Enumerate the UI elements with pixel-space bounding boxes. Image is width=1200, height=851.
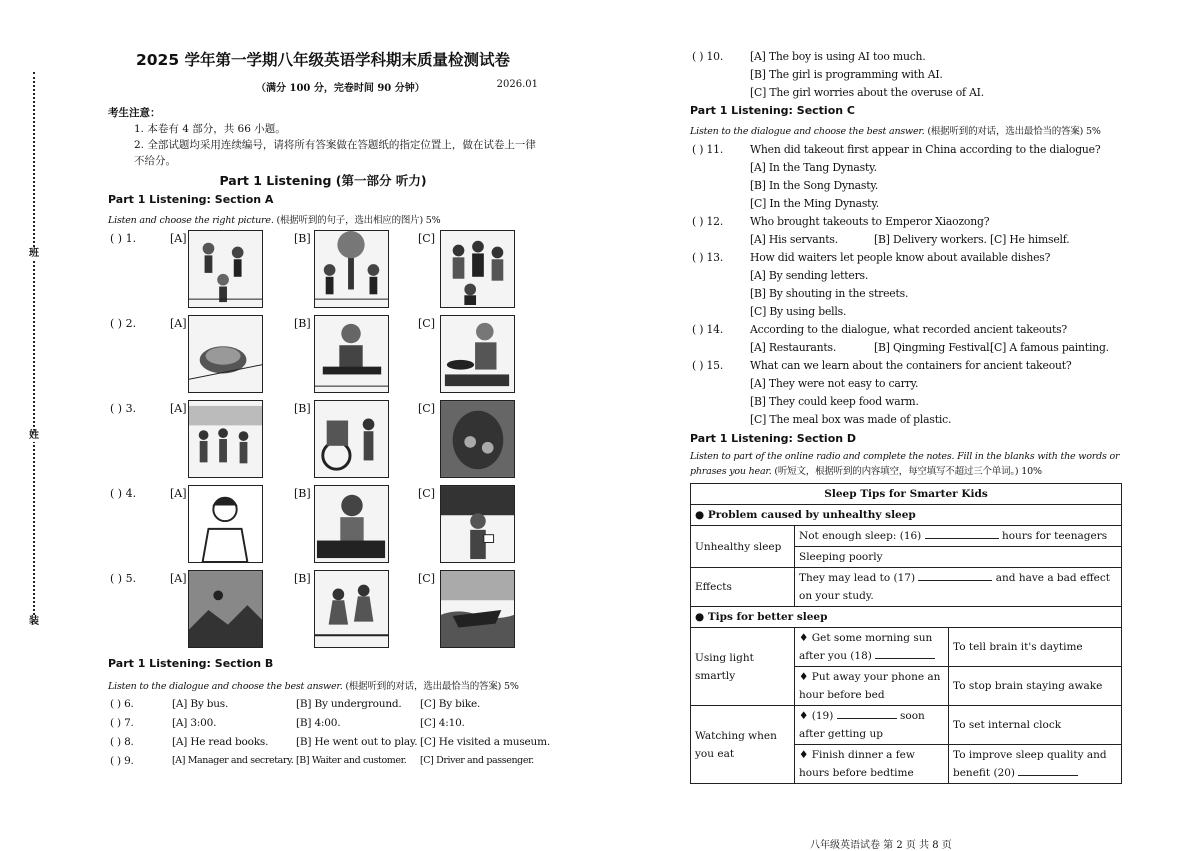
picture-rickshaw[interactable] [314,400,389,478]
mc-question [108,755,538,774]
choice-c[interactable]: [C] He visited a museum. [420,736,550,748]
option-label: [B] [294,402,311,415]
choice-c[interactable]: [C] By bike. [420,698,481,710]
choice-a[interactable]: [A] He read books. [172,736,269,748]
choice-c[interactable]: [C] The girl worries about the overuse of AI. [750,86,984,99]
row-label-light: Using light smartly [691,628,795,706]
picture-teacher[interactable] [440,485,515,563]
blank-18[interactable] [875,648,935,659]
choice-b[interactable]: [B] He went out to play. [296,736,418,748]
instruction-en: Listen to part of the online radio and complete the notes. Fill in the blanks with the words or phrases you hear. [690,451,1120,477]
mc-question-13 [690,249,1130,321]
question-number: ( ) 2. [110,317,137,330]
question-number: ( ) 6. [110,698,134,710]
section-b-instruction [108,678,538,692]
question-number: ( ) 9. [110,755,134,767]
choice-c[interactable]: [C] In the Ming Dynasty. [750,197,880,210]
option-label: [A] [170,232,187,245]
exam-subtitle-row [108,79,538,97]
mc-question [108,717,538,736]
light-purpose-2: To stop brain staying awake [949,667,1122,706]
option-label: [B] [294,487,311,500]
option-label: [A] [170,487,187,500]
sleeping-poorly-cell: Sleeping poorly [795,547,1122,568]
cell-text: Not enough sleep: (16) [799,530,922,542]
exam-title: 2025 学年第一学期八年级英语学科期末质量检测试卷 [135,51,511,69]
binding-mark-class: 班 [29,248,39,259]
option-label: [B] [294,232,311,245]
left-page [108,44,550,774]
option-label: [C] [418,232,435,245]
binding-mark-seal: 装 [29,616,39,627]
exam-notes [108,105,538,169]
choice-b[interactable]: [B] They could keep food warm. [750,395,919,408]
question-number: ( ) 11. [692,143,724,156]
instruction-en: Listen to the dialogue and choose the best answer. [690,126,925,137]
instruction-cn: (根据听到的句子，选出相应的图片) 5% [276,215,441,226]
light-tip-2: ♦ Put away your phone an hour before bed [795,667,949,706]
row-label-watch: Watching when you eat [691,706,795,784]
question-text: Who brought takeouts to Emperor Xiaozong? [750,215,990,228]
exam-date: 2026.01 [496,79,538,90]
picture-mechanic[interactable] [314,485,389,563]
choice-c[interactable]: [C] A famous painting. [990,341,1109,354]
choice-a[interactable]: [A] By bus. [172,698,229,710]
blank-17[interactable] [918,570,992,581]
picture-robot-waiter[interactable] [314,315,389,393]
option-label: [B] [294,572,311,585]
question-text: How did waiters let people know about available dishes? [750,251,1051,264]
choice-c[interactable]: [C] The meal box was made of plastic. [750,413,952,426]
mc-question-12 [690,213,1130,249]
option-label: [C] [418,402,435,415]
choice-row [750,231,1130,249]
cell-text: ♦ (19) [799,710,834,722]
choice-b[interactable]: [B] In the Song Dynasty. [750,179,879,192]
page-footer: 八年级英语试卷 第 2 页 共 8 页 [810,840,952,851]
picture-rubble[interactable] [188,570,263,648]
question-number: ( ) 5. [110,572,137,585]
choice-b[interactable]: [B] Delivery workers. [874,233,987,246]
right-page [690,48,1130,784]
choice-a[interactable]: [A] Manager and secretary. [172,755,294,766]
choice-a[interactable]: [A] Restaurants. [750,341,837,354]
instruction-en: Listen to the dialogue and choose the best answer. [108,681,343,692]
option-label: [B] [294,317,311,330]
choice-a[interactable]: [A] 3:00. [172,717,217,729]
blank-19[interactable] [837,708,897,719]
notes-heading: 考生注意： [108,107,161,119]
choice-a[interactable]: [A] They were not easy to carry. [750,377,919,390]
part1-title: Part 1 Listening (第一部分 听力) [219,173,427,188]
choice-c[interactable]: [C] He himself. [990,233,1070,246]
option-label: [A] [170,572,187,585]
choice-a[interactable]: [A] In the Tang Dynasty. [750,161,877,174]
section-b-questions [108,698,550,774]
mc-question-11 [690,141,1130,213]
light-purpose-1: To tell brain it's daytime [949,628,1122,667]
choice-b[interactable]: [B] Waiter and customer. [296,755,407,766]
mc-question-14 [690,321,1130,357]
option-label: [C] [418,487,435,500]
question-number: ( ) 1. [110,232,137,245]
note-item: 1. 本卷有 4 部分，共 66 小题。 [134,123,286,135]
picture-question [108,485,538,570]
picture-kids-playing[interactable] [188,230,263,308]
picture-miners[interactable] [440,400,515,478]
instruction-cn: (听短文，根据听到的内容填空，每空填写不超过三个单词。) 10% [774,466,1042,477]
question-number: ( ) 15. [692,359,724,372]
question-number: ( ) 7. [110,717,134,729]
option-label: [C] [418,317,435,330]
mc-question-10 [690,48,1130,102]
instruction-cn: (根据听到的对话，选出最恰当的答案) 5% [927,126,1101,137]
cell-text: To improve sleep quality and benefit (20) [953,749,1107,779]
picture-tree-planting[interactable] [314,230,389,308]
choice-b[interactable]: [B] The girl is programming with AI. [750,68,943,81]
choice-b[interactable]: [B] Qingming Festival. [874,341,993,354]
table-title: Sleep Tips for Smarter Kids [691,484,1122,505]
blank-20[interactable] [1018,765,1078,776]
effects-cell [795,568,1122,607]
question-number: ( ) 8. [110,736,134,748]
cell-text: hours for teenagers [1001,530,1108,542]
picture-boat-flood[interactable] [440,570,515,648]
section-c-title: Part 1 Listening: Section C [690,104,855,117]
question-number: ( ) 3. [110,402,137,415]
section-a-title: Part 1 Listening: Section A [108,193,274,206]
option-label: [A] [170,317,187,330]
light-tip-1 [795,628,949,667]
section-a-instruction [108,212,538,226]
question-text: According to the dialogue, what recorded ancient takeouts? [750,323,1068,336]
choice-b[interactable]: [B] By shouting in the streets. [750,287,909,300]
choice-c[interactable]: [C] By using bells. [750,305,847,318]
watch-purpose-2 [949,745,1122,784]
note-item: 2. 全部试题均采用连续编号，请将所有答案做在答题纸的指定位置上，做在试卷上一律不给分。 [134,139,536,167]
picture-question-list [108,230,538,655]
picture-question [108,400,538,485]
picture-group-dancing[interactable] [440,230,515,308]
watch-tip-1 [795,706,949,745]
blank-16[interactable] [925,528,999,539]
section-d-title: Part 1 Listening: Section D [690,432,857,445]
section-b-title: Part 1 Listening: Section B [108,657,274,670]
choice-c[interactable]: [C] Driver and passenger. [420,755,534,766]
cell-text: and have a bad effect on your study. [799,572,1110,602]
question-text: What can we learn about the containers for ancient takeout? [750,359,1072,372]
picture-robot-vacuum[interactable] [188,315,263,393]
instruction-cn: (根据听到的对话，选出最恰当的答案) 5% [345,681,519,692]
choice-c[interactable]: [C] 4:10. [420,717,465,729]
sleep-tips-table [690,483,1122,784]
watch-tip-2: ♦ Finish dinner a few hours before bedtime [795,745,949,784]
not-enough-sleep-cell [795,526,1122,547]
option-label: [A] [170,402,187,415]
exam-subtitle: （满分 100 分，完卷时间 90 分钟） [256,83,425,94]
picture-question [108,230,538,315]
question-number: ( ) 10. [692,50,724,63]
table-section-problems: ● Problem caused by unhealthy sleep [691,505,1122,526]
question-number: ( ) 14. [692,323,724,336]
picture-students-walking[interactable] [188,400,263,478]
cell-text: They may lead to (17) [799,572,916,584]
choice-b[interactable]: [B] 4:00. [296,717,341,729]
section-c-questions [690,141,1130,429]
picture-question [108,570,538,655]
choice-b[interactable]: [B] By underground. [296,698,402,710]
picture-robot-chef[interactable] [440,315,515,393]
choice-a[interactable]: [A] The boy is using AI too much. [750,50,926,63]
cell-text: soon after getting up [799,710,925,740]
mc-question-15 [690,357,1130,429]
row-label-unhealthy: Unhealthy sleep [691,526,795,568]
table-section-tips: ● Tips for better sleep [691,607,1122,628]
section-d-instruction [690,449,1130,479]
choice-row [750,339,1130,357]
question-text: When did takeout first appear in China according to the dialogue? [750,143,1101,156]
question-number: ( ) 13. [692,251,724,264]
option-label: [C] [418,572,435,585]
picture-planting[interactable] [314,570,389,648]
choice-a[interactable]: [A] His servants. [750,233,838,246]
mc-question [108,698,538,717]
instruction-en: Listen and choose the right picture. [108,215,274,226]
question-number: ( ) 12. [692,215,724,228]
cell-text: ♦ Get some morning sun after you (18) [799,632,933,662]
binding-line [33,72,35,627]
watch-purpose-1: To set internal clock [949,706,1122,745]
picture-question [108,315,538,400]
row-label-effects: Effects [691,568,795,607]
picture-doctor[interactable] [188,485,263,563]
section-c-instruction [690,123,1130,137]
choice-a[interactable]: [A] By sending letters. [750,269,869,282]
question-number: ( ) 4. [110,487,137,500]
binding-mark-name: 姓 [29,430,39,441]
mc-question [108,736,550,755]
